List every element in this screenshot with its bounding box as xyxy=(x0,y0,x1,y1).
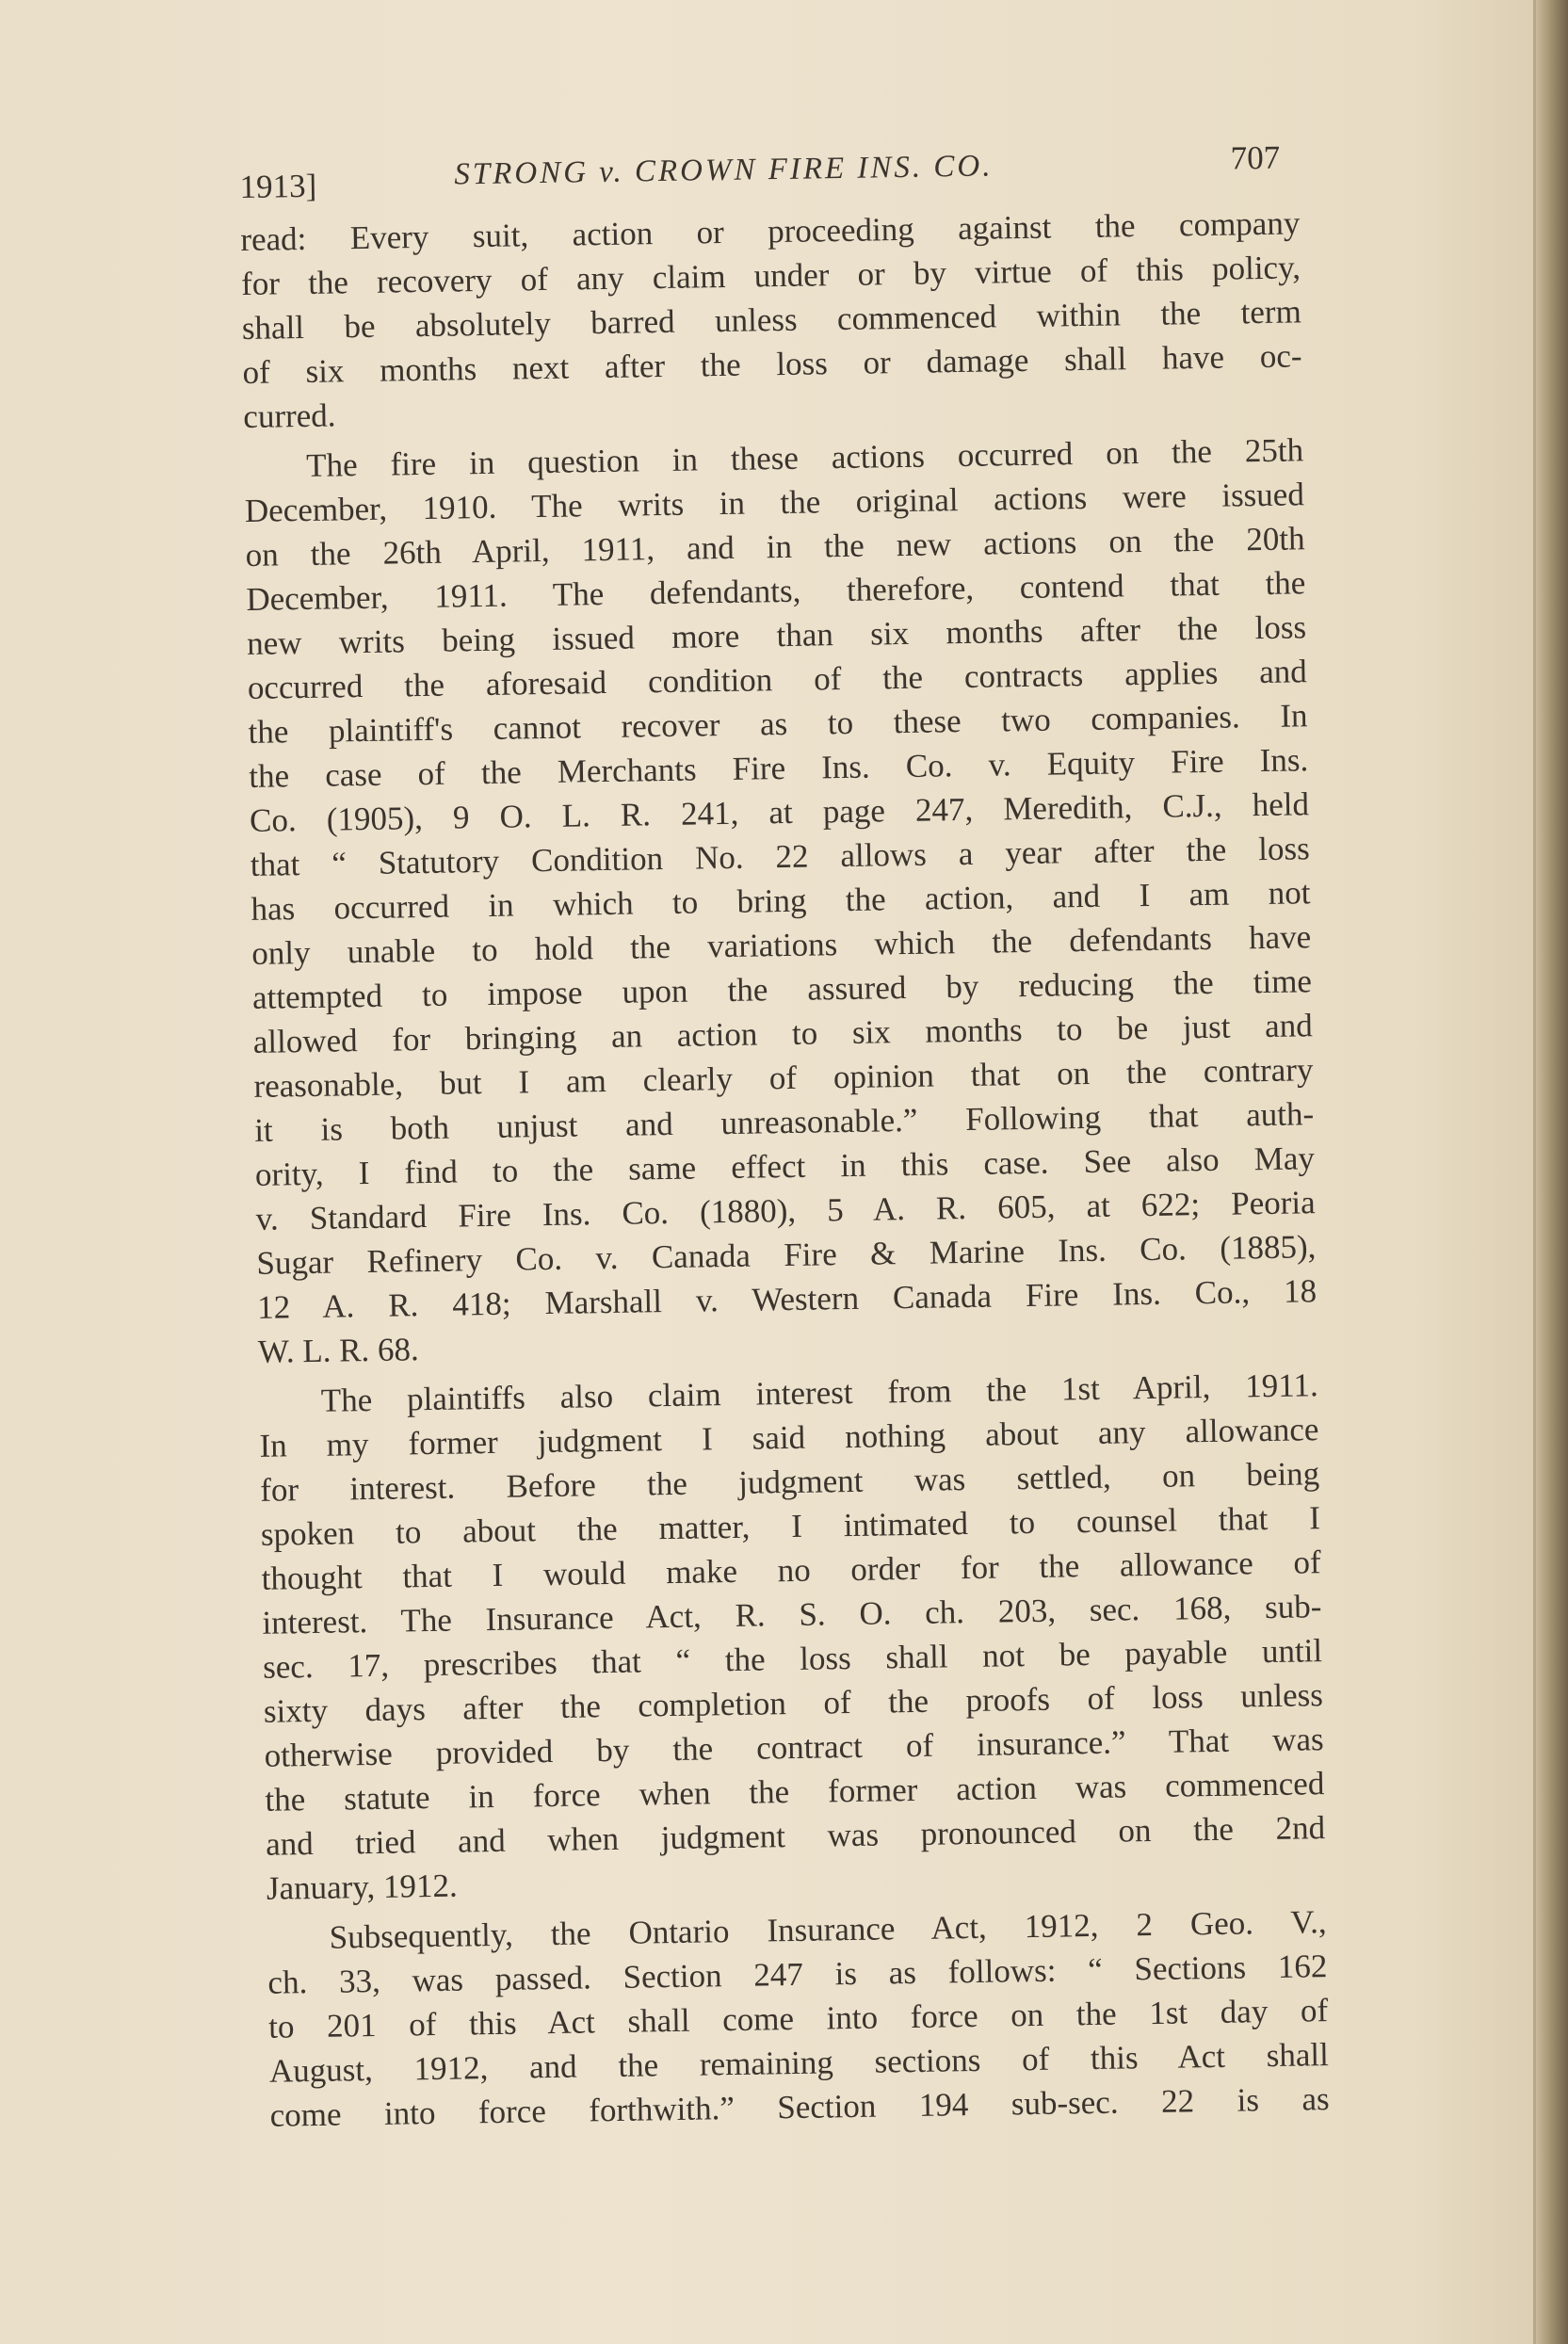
page-text xyxy=(239,138,1330,2137)
header-year: 1913] xyxy=(239,167,317,205)
text-line: interest. The Insurance Act, R. S. O. ch. 203, sec. 168, sub- xyxy=(262,1588,1322,1641)
text-line: of six months next after the loss or damage shall have oc- xyxy=(242,337,1302,391)
paragraph-3 xyxy=(258,1363,1326,1911)
text-line: that “ Statutory Condition No. 22 allows a year after the loss xyxy=(250,830,1311,883)
page-number: 707 xyxy=(1230,138,1281,177)
text-line: ch. 33, was passed. Section 247 is as follows: “ Sections 162 xyxy=(267,1948,1328,2001)
text-line: thought that I would make no order for the allowance of xyxy=(261,1544,1321,1597)
text-line: The fire in question in these actions occurred on the 25th xyxy=(305,431,1304,484)
paragraph-4 xyxy=(267,1899,1330,2138)
text-line: new writs being issued more than six months after the loss xyxy=(246,608,1307,662)
text-line: the case of the Merchants Fire Ins. Co. v. Equity Fire Ins. xyxy=(249,741,1309,795)
text-line: December, 1911. The defendants, therefore, contend that the xyxy=(246,564,1306,618)
text-line: sec. 17, prescribes that “ the loss shall not be payable until xyxy=(262,1632,1323,1686)
text-line: spoken to about the matter, I intimated to counsel that I xyxy=(260,1499,1321,1553)
text-line: to 201 of this Act shall come into force on the 1st day of xyxy=(267,1992,1329,2045)
text-line: curred. xyxy=(243,396,336,435)
text-line: The plaintiffs also claim interest from the 1st April, 1911. xyxy=(320,1366,1318,1419)
text-line: v. Standard Fire Ins. Co. (1880), 5 A. R. 605, at 622; Peoria xyxy=(255,1184,1316,1237)
page-edge xyxy=(1536,0,1568,2344)
text-line: January, 1912. xyxy=(266,1867,459,1907)
text-line: August, 1912, and the remaining sections of this Act shall xyxy=(268,2036,1330,2090)
text-line: the plaintiff's cannot recover as to these two companies. In xyxy=(248,697,1308,751)
text-line: otherwise provided by the contract of insurance.” That was xyxy=(264,1721,1324,1774)
text-line: December, 1910. The writs in the original actions were issued xyxy=(244,476,1305,529)
text-line: sixty days after the completion of the proofs of loss unless xyxy=(263,1676,1324,1730)
text-line: Subsequently, the Ontario Insurance Act, 1912, 2 Geo. V., xyxy=(329,1903,1327,1956)
text-line: Sugar Refinery Co. v. Canada Fire & Marine Ins. Co. (1885), xyxy=(256,1228,1317,1282)
text-line: In my former judgment I said nothing about any allowance xyxy=(259,1411,1319,1464)
text-line: attempted to impose upon the assured by reducing the time xyxy=(251,962,1313,1016)
paragraph-1 xyxy=(240,201,1303,439)
text-line: read: Every suit, action or proceeding against the company xyxy=(240,204,1301,258)
text-line: Co. (1905), 9 O. L. R. 241, at page 247, Meredith, C.J., held xyxy=(249,785,1310,839)
header-case-title: STRONG v. CROWN FIRE INS. CO. xyxy=(454,149,994,192)
text-line: 12 A. R. 418; Marshall v. Western Canada Fire Ins. Co., 18 xyxy=(256,1272,1317,1326)
text-line: W. L. R. 68. xyxy=(257,1331,420,1370)
text-line: and tried and when judgment was pronounced on the 2nd xyxy=(265,1809,1326,1863)
paragraph-2 xyxy=(244,428,1317,1374)
text-line: shall be absolutely barred unless commenced within the term xyxy=(241,293,1302,347)
text-line: allowed for bringing an action to six months to be just and xyxy=(252,1007,1313,1060)
text-line: on the 26th April, 1911, and in the new actions on the 20th xyxy=(245,520,1305,574)
text-line: come into force forthwith.” Section 194 sub-sec. 22 is as xyxy=(269,2080,1330,2134)
text-line: for the recovery of any claim under or by virtue of this policy, xyxy=(240,249,1301,302)
text-line: for interest. Before the judgment was settled, on being xyxy=(259,1455,1320,1509)
text-line: it is both unjust and unreasonable.” Following that auth- xyxy=(253,1095,1315,1149)
text-line: reasonable, but I am clearly of opinion that on the contrary xyxy=(253,1051,1314,1105)
text-line: only unable to hold the variations which the defendants have xyxy=(251,918,1312,972)
running-header xyxy=(239,138,1300,212)
text-line: occurred the aforesaid condition of the contracts applies and xyxy=(247,653,1308,706)
text-line: the statute in force when the former action was commenced xyxy=(265,1765,1325,1819)
text-line: has occurred in which to bring the action, and I am not xyxy=(251,874,1311,928)
text-line: ority, I find to the same effect in this case. See also May xyxy=(254,1140,1316,1193)
